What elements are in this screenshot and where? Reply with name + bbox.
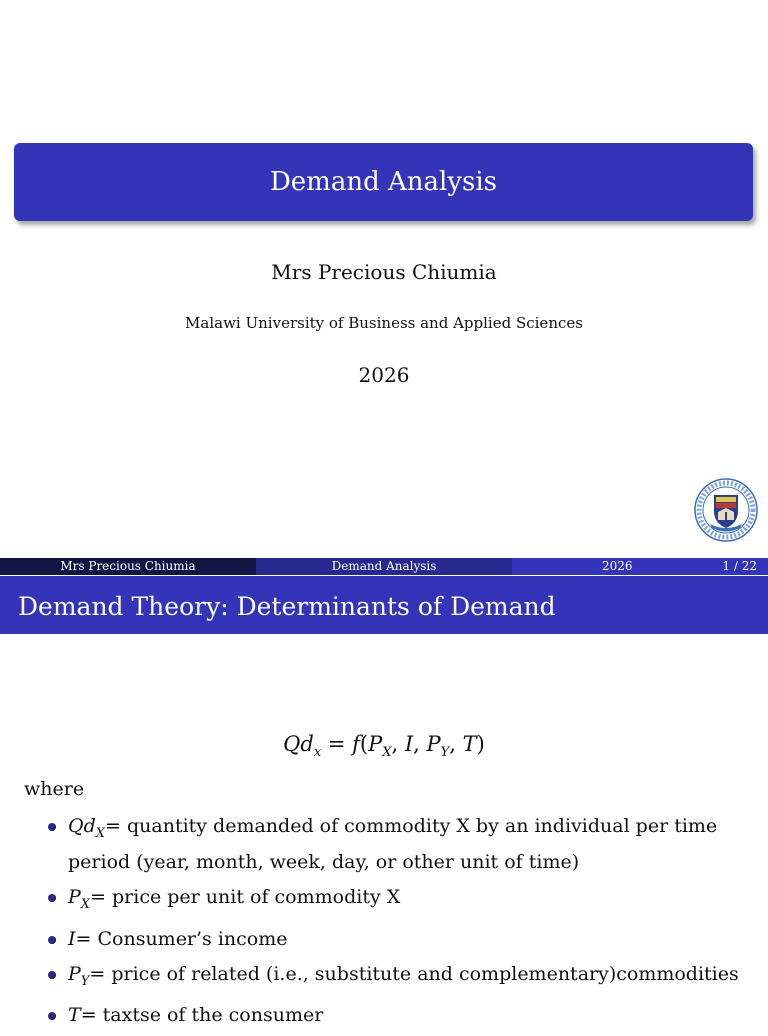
determinants-list: [68, 812, 748, 1036]
variable-symbol: T: [68, 1004, 81, 1027]
variable-description: = price of related (i.e., substitute and complementary)commodities: [89, 962, 739, 985]
footline-page-number: 1 / 22: [722, 559, 757, 573]
variable-symbol: P: [68, 962, 81, 985]
bullet-icon: [48, 894, 56, 902]
list-item: [68, 1001, 748, 1030]
variable-symbol: Qd: [68, 815, 96, 837]
presentation-date: 2026: [358, 363, 410, 387]
variable-description: = quantity demanded of commodity X by an individual per time period (year, month, week, day, or other unit of time): [68, 815, 718, 873]
institution-name: Malawi University of Business and Applied Sciences: [185, 314, 583, 332]
list-item: [68, 812, 748, 877]
variable-symbol: I: [68, 927, 76, 950]
demand-function-equation: $Qd_x = f(P_X$, I, $P_Y$, T): [283, 732, 485, 761]
where-label: where: [24, 778, 85, 800]
bullet-icon: [48, 823, 56, 831]
variable-symbol: P: [68, 885, 81, 908]
bullet-icon: [48, 1012, 56, 1020]
footline-title: Demand Analysis: [256, 558, 512, 575]
list-item: [68, 960, 748, 996]
footline-date: 2026: [602, 559, 633, 573]
footline: [0, 558, 768, 575]
author-name: Mrs Precious Chiumia: [271, 260, 497, 284]
frame-title: Demand Theory: Determinants of Demand: [0, 576, 768, 634]
slide-title: Demand Analysis: [14, 143, 753, 221]
footline-right: [512, 558, 768, 575]
variable-subscript: X: [80, 896, 91, 912]
bullet-icon: [48, 936, 56, 944]
variable-description: = price per unit of commodity X: [90, 885, 401, 908]
variable-subscript: X: [95, 825, 106, 841]
footline-author: Mrs Precious Chiumia: [0, 558, 256, 575]
list-item: [68, 883, 748, 919]
variable-description: = taxtse of the consumer: [80, 1004, 324, 1027]
university-crest-icon: [694, 478, 758, 542]
variable-description: = Consumer’s income: [75, 927, 288, 950]
list-item: [68, 925, 748, 954]
variable-subscript: Y: [80, 973, 90, 989]
bullet-icon: [48, 971, 56, 979]
